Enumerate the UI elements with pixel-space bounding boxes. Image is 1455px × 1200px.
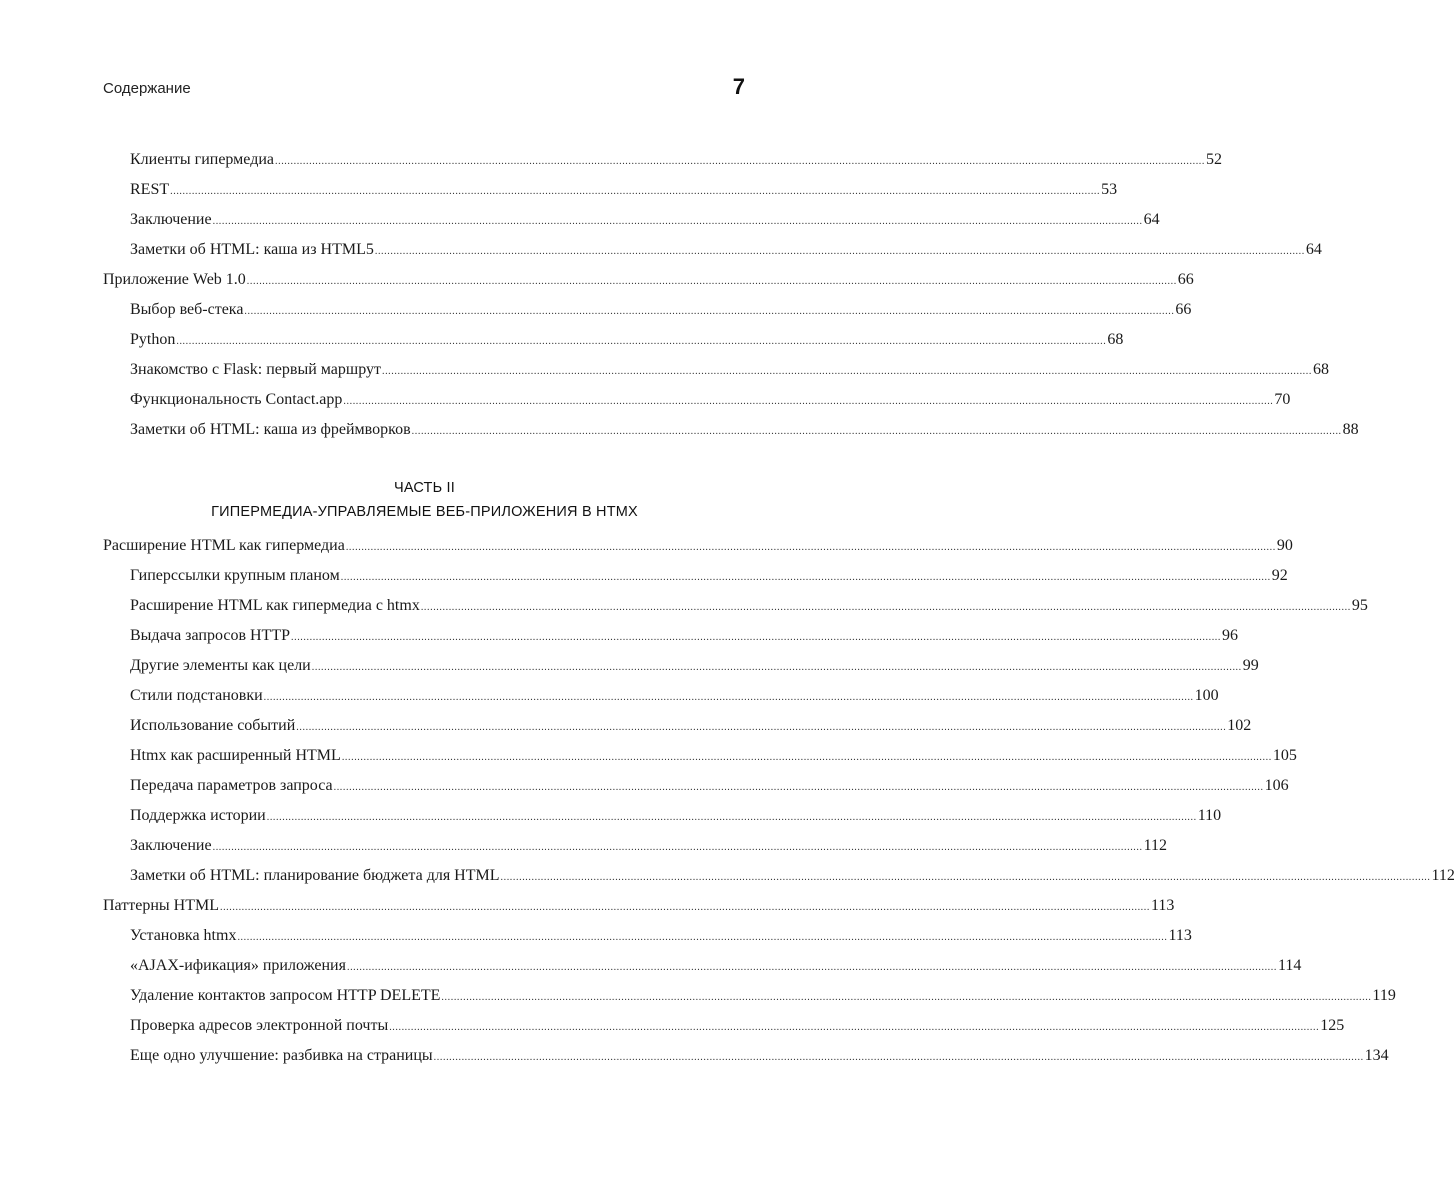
toc-entry-title: Удаление контактов запросом HTTP DELETE: [130, 987, 441, 1004]
toc-section-entry[interactable]: [103, 711, 1252, 741]
toc-entry-page: 52: [1206, 151, 1222, 168]
toc-entry-title: Приложение Web 1.0: [103, 271, 246, 288]
toc-section-entry[interactable]: [103, 801, 1222, 831]
toc-dot-leader: ............................................................................................................................................................................................................................................................................................................: [381, 366, 1312, 377]
toc-chapter-entry[interactable]: [103, 891, 1175, 921]
toc-entry-title: Проверка адресов электронной почты: [130, 1017, 389, 1034]
toc-section-entry[interactable]: [103, 831, 1167, 861]
toc-entry-page: 99: [1242, 657, 1259, 674]
toc-dot-leader: ............................................................................................................................................................................................................................................................................................................: [420, 602, 1351, 613]
toc-entry-page: 105: [1272, 747, 1297, 764]
toc-entry-page: 70: [1274, 391, 1291, 408]
toc-dot-leader: ............................................................................................................................................................................................................................................................................................................: [389, 1022, 1320, 1033]
toc-dot-leader: ............................................................................................................................................................................................................................................................................................................: [340, 572, 1271, 583]
toc-section-entry[interactable]: [103, 205, 1160, 235]
part-label: ЧАСТЬ II: [393, 480, 456, 496]
toc-dot-leader: ............................................................................................................................................................................................................................................................................................................: [266, 812, 1197, 823]
toc-dot-leader: ............................................................................................................................................................................................................................................................................................................: [311, 662, 1242, 673]
toc-section-entry[interactable]: [103, 1011, 1345, 1041]
toc-entry-page: 66: [1175, 301, 1192, 318]
toc-entry-page: 95: [1351, 597, 1368, 614]
toc-section-entry[interactable]: [103, 921, 1192, 951]
toc-section-entry[interactable]: [103, 1041, 1389, 1071]
toc-chapter-entry[interactable]: [103, 265, 1194, 295]
toc-dot-leader: ............................................................................................................................................................................................................................................................................................................: [212, 216, 1143, 227]
toc-section-entry[interactable]: [103, 651, 1259, 681]
toc-dot-leader: ............................................................................................................................................................................................................................................................................................................: [263, 692, 1194, 703]
toc-entry-page: 88: [1342, 421, 1359, 438]
toc-entry-title: Поддержка истории: [130, 807, 266, 824]
toc-dot-leader: ............................................................................................................................................................................................................................................................................................................: [346, 962, 1277, 973]
toc-entry-page: 134: [1364, 1047, 1389, 1064]
toc-entry-page: 102: [1227, 717, 1252, 734]
toc-dot-leader: ............................................................................................................................................................................................................................................................................................................: [441, 992, 1372, 1003]
toc-entry-title: «AJAX-ификация» приложения: [130, 957, 346, 974]
toc-entry-page: 112: [1431, 867, 1455, 884]
toc-section-entry[interactable]: [103, 951, 1302, 981]
toc-entry-page: 113: [1168, 927, 1192, 944]
toc-section-entry[interactable]: [103, 355, 1329, 385]
toc-dot-leader: ............................................................................................................................................................................................................................................................................................................: [500, 872, 1431, 883]
toc-section-entry[interactable]: [103, 741, 1297, 771]
toc-entry-title: Выдача запросов HTTP: [130, 627, 290, 644]
toc-entry-title: Установка htmx: [130, 927, 237, 944]
toc-dot-leader: ............................................................................................................................................................................................................................................................................................................: [333, 782, 1264, 793]
toc-chapter-entry[interactable]: [103, 531, 1293, 561]
toc-dot-leader: ............................................................................................................................................................................................................................................................................................................: [345, 542, 1276, 553]
toc-entry-page: 113: [1150, 897, 1175, 914]
toc-entry-title: Заметки об HTML: планирование бюджета для HTML: [130, 867, 500, 884]
toc-dot-leader: ............................................................................................................................................................................................................................................................................................................: [176, 336, 1107, 347]
toc-dot-leader: ............................................................................................................................................................................................................................................................................................................: [275, 156, 1205, 167]
toc-section-entry[interactable]: [103, 415, 1359, 445]
toc-section-entry[interactable]: [103, 385, 1291, 415]
toc-entry-page: 92: [1271, 567, 1288, 584]
toc-entry-title: Паттерны HTML: [103, 897, 219, 914]
toc-entry-page: 64: [1143, 211, 1160, 228]
toc-entry-title: Гиперссылки крупным планом: [130, 567, 340, 584]
toc-section-entry[interactable]: [103, 591, 1368, 621]
toc-entry-page: 112: [1143, 837, 1167, 854]
toc-entry-title: Заключение: [130, 837, 212, 854]
toc-entry-title: Расширение HTML как гипермедиа: [103, 537, 345, 554]
toc-entry-title: Клиенты гипермедиа: [130, 151, 274, 168]
toc-section-top: [103, 145, 1359, 445]
toc-entry-page: 68: [1107, 331, 1124, 348]
toc-entry-title: Выбор веб-стека: [130, 301, 244, 318]
toc-entry-title: Заключение: [130, 211, 212, 228]
toc-dot-leader: ............................................................................................................................................................................................................................................................................................................: [411, 426, 1342, 437]
toc-dot-leader: ............................................................................................................................................................................................................................................................................................................: [219, 902, 1150, 913]
toc-entry-title: Знакомство с Flask: первый маршрут: [130, 361, 381, 378]
toc-entry-page: 53: [1101, 181, 1118, 198]
toc-section-entry[interactable]: [103, 175, 1118, 205]
toc-entry-title: Python: [130, 331, 176, 348]
toc-entry-page: 110: [1197, 807, 1222, 824]
toc-entry-title: Использование событий: [130, 717, 296, 734]
toc-dot-leader: ............................................................................................................................................................................................................................................................................................................: [237, 932, 1168, 943]
toc-entry-page: 66: [1177, 271, 1194, 288]
toc-entry-title: Заметки об HTML: каша из фреймворков: [130, 421, 411, 438]
toc-section-entry[interactable]: [103, 235, 1322, 265]
running-head: Содержание: [103, 80, 191, 97]
toc-section-part2: [103, 531, 1455, 1071]
toc-entry-page: 96: [1222, 627, 1238, 644]
toc-dot-leader: ............................................................................................................................................................................................................................................................................................................: [212, 842, 1143, 853]
toc-dot-leader: ............................................................................................................................................................................................................................................................................................................: [341, 752, 1272, 763]
toc-entry-title: Заметки об HTML: каша из HTML5: [130, 241, 374, 258]
toc-entry-title: REST: [130, 181, 170, 198]
toc-entry-page: 64: [1305, 241, 1322, 258]
toc-entry-title: Функциональность Contact.app: [130, 391, 343, 408]
toc-entry-page: 119: [1372, 987, 1396, 1004]
toc-section-entry[interactable]: [103, 861, 1455, 891]
toc-entry-title: Передача параметров запроса: [130, 777, 333, 794]
toc-dot-leader: ............................................................................................................................................................................................................................................................................................................: [170, 186, 1101, 197]
toc-dot-leader: ............................................................................................................................................................................................................................................................................................................: [291, 632, 1221, 643]
toc-entry-page: 100: [1194, 687, 1219, 704]
toc-entry-page: 125: [1320, 1017, 1345, 1034]
toc-entry-title: Другие элементы как цели: [130, 657, 311, 674]
toc-entry-title: Еще одно улучшение: разбивка на страницы: [130, 1047, 433, 1064]
toc-section-entry[interactable]: [103, 621, 1238, 651]
toc-entry-page: 68: [1312, 361, 1329, 378]
toc-section-entry[interactable]: [103, 981, 1396, 1011]
toc-section-entry[interactable]: [103, 561, 1288, 591]
toc-dot-leader: ............................................................................................................................................................................................................................................................................................................: [296, 722, 1227, 733]
toc-dot-leader: ............................................................................................................................................................................................................................................................................................................: [374, 246, 1305, 257]
toc-entry-page: 106: [1264, 777, 1289, 794]
toc-dot-leader: ............................................................................................................................................................................................................................................................................................................: [433, 1052, 1364, 1063]
toc-section-entry[interactable]: [103, 771, 1289, 801]
toc-section-entry[interactable]: [103, 145, 1222, 175]
toc-section-entry[interactable]: [103, 325, 1124, 355]
toc-dot-leader: ............................................................................................................................................................................................................................................................................................................: [343, 396, 1274, 407]
toc-section-entry[interactable]: [103, 681, 1219, 711]
toc-entry-page: 114: [1277, 957, 1302, 974]
toc-dot-leader: ............................................................................................................................................................................................................................................................................................................: [244, 306, 1175, 317]
toc-section-entry[interactable]: [103, 295, 1192, 325]
toc-dot-leader: ............................................................................................................................................................................................................................................................................................................: [246, 276, 1177, 287]
page-number: 7: [732, 74, 745, 99]
toc-entry-title: Расширение HTML как гипермедиа с htmx: [130, 597, 420, 614]
toc-entry-page: 90: [1276, 537, 1293, 554]
part-heading: [103, 476, 746, 524]
toc-entry-title: Htmx как расширенный HTML: [130, 747, 341, 764]
toc-entry-title: Стили подстановки: [130, 687, 263, 704]
part-title: ГИПЕРМЕДИА-УПРАВЛЯЕМЫЕ ВЕБ-ПРИЛОЖЕНИЯ В HTMX: [211, 504, 638, 520]
